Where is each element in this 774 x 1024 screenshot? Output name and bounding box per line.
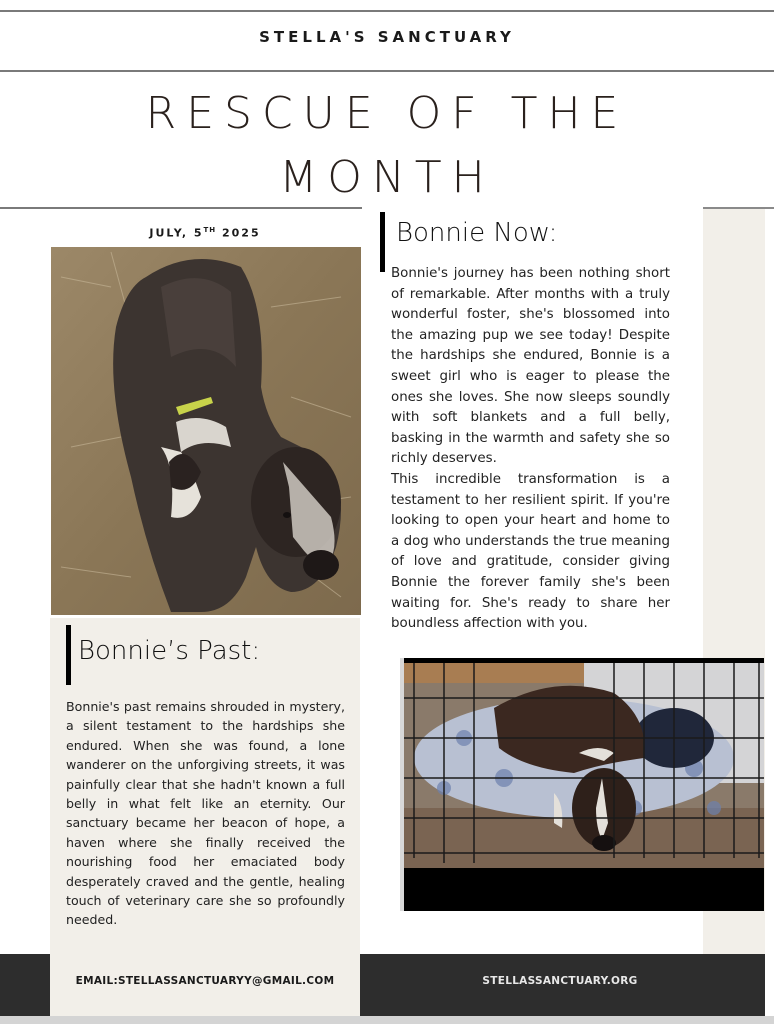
past-heading: Bonnie’s Past: [78, 636, 261, 666]
brand-name: STELLA'S SANCTUARY [259, 28, 515, 46]
title-line-1: RESCUE OF THE [145, 88, 629, 139]
date-suffix: TH [203, 226, 217, 234]
now-body [391, 264, 670, 635]
now-heading: Bonnie Now: [396, 218, 558, 248]
now-paragraph-1: Bonnie's journey has been nothing short of remarkable. After months with a truly wonderful foster, she's blossomed into the amazing pup we see today! Despite the hardships she endured, Bonnie is a sweet girl who is eager to please the ones she loves. She now sleeps soundly with soft blankets and a full belly, basking in the warmth and safety she so richly deserves. [391, 266, 670, 467]
footer-website[interactable]: STELLASSANCTUARY.ORG [482, 975, 638, 987]
now-paragraph-2: This incredible transformation is a testament to her resilient spirit. If you're looking to open your heart and home to a dog who understands the true meaning of love and gratitude, consider giving Bonnie the forever family she's been waiting for. She's ready to share her boundless affection with you. [391, 471, 670, 632]
date-year: 2025 [222, 226, 261, 240]
title-rule [0, 207, 362, 209]
past-heading-accent [66, 625, 71, 685]
title-line-2: MONTH [279, 152, 495, 203]
now-photo [400, 658, 764, 911]
dog-sleeping-illustration [404, 658, 764, 911]
top-rule [0, 10, 774, 12]
date-month-day: JULY, 5 [149, 226, 204, 240]
brand-rule [0, 70, 774, 72]
page-title [0, 82, 774, 210]
page-bottom-edge [0, 1016, 774, 1024]
now-heading-accent [380, 212, 385, 272]
issue-date [50, 226, 360, 240]
footer-email[interactable]: EMAIL:STELLASSANCTUARYY@GMAIL.COM [75, 975, 335, 987]
past-body: Bonnie's past remains shrouded in mystery, a silent testament to the hardships she endured. When she was found, a lone wanderer on the unforgiving streets, it was painfully clear that she hadn't known a full belly in what felt like an eternity. Our sanctuary became her beacon of hope, a haven where she finally received the nourishing food her emaciated body desperately craved and the gentle, healing touch of veterinary care she so profoundly needed. [66, 699, 345, 928]
dog-standing-illustration [51, 247, 361, 615]
right-strip-rule [703, 207, 774, 209]
past-photo [51, 247, 361, 615]
